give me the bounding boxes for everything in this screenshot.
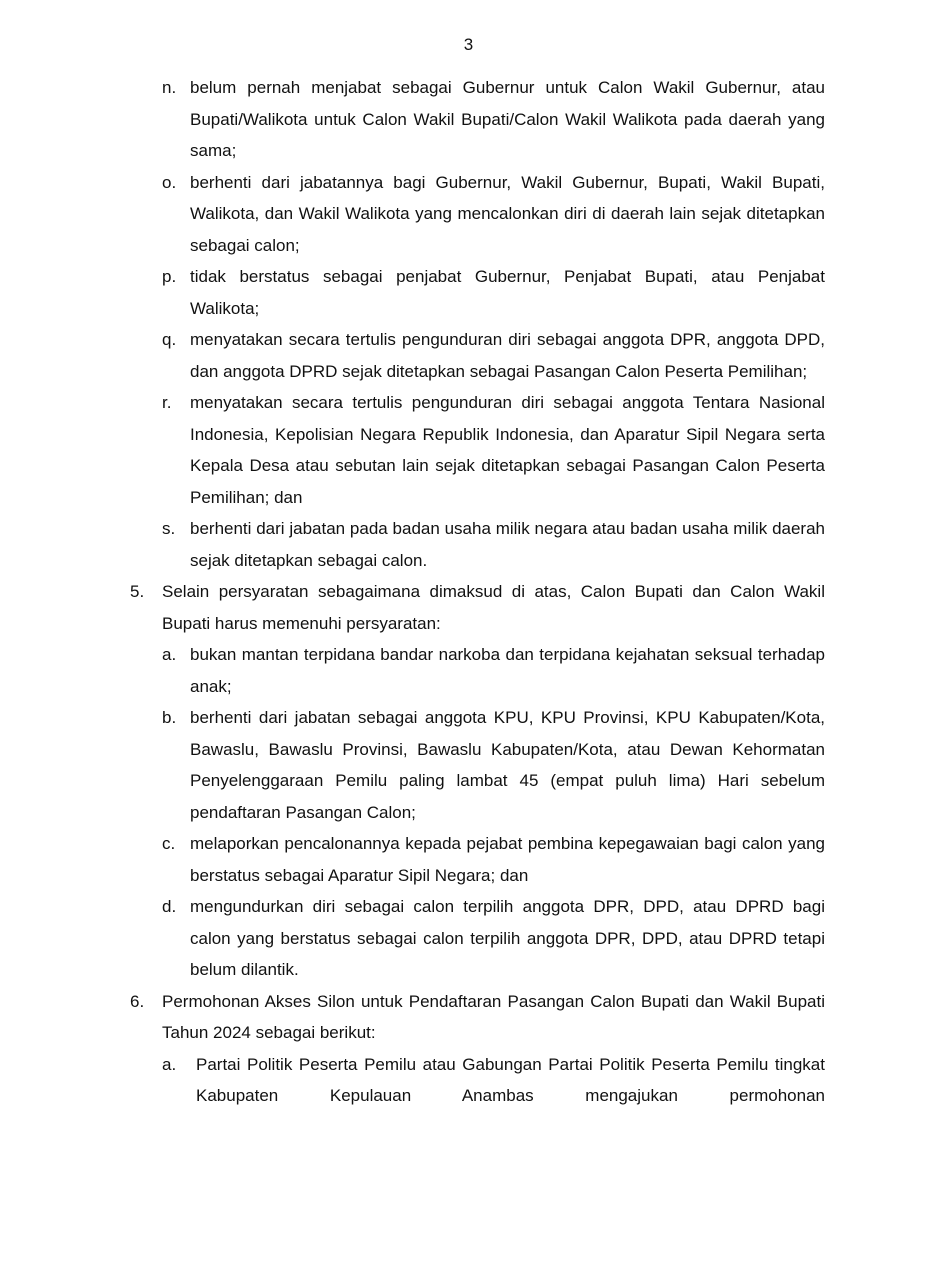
list-item-p [0, 261, 937, 324]
list-marker: o. [162, 172, 177, 192]
list-item-s [0, 513, 937, 576]
list-item-text: tidak berstatus sebagai penjabat Gubernur, Penjabat Bupati, atau Penjabat Walikota; [190, 267, 825, 318]
list-item-text: menyatakan secara tertulis pengunduran diri sebagai anggota Tentara Nasional Indonesia, Kepolisian Negara Republik Indonesia, dan Aparatur Sipil Negara serta Kepala Desa atau sebutan lain sejak ditetapkan sebagai Pasangan Calon Peserta Pemilihan; dan [190, 393, 825, 507]
list-item-text: Selain persyaratan sebagaimana dimaksud di atas, Calon Bupati dan Calon Wakil Bupati harus memenuhi persyaratan: [162, 582, 825, 633]
list-item-text: melaporkan pencalonannya kepada pejabat pembina kepegawaian bagi calon yang berstatus sebagai Aparatur Sipil Negara; dan [190, 834, 825, 885]
list-item-n [0, 72, 937, 167]
list-item-text: belum pernah menjabat sebagai Gubernur untuk Calon Wakil Gubernur, atau Bupati/Walikota untuk Calon Wakil Bupati/Calon Wakil Walikota pada daerah yang sama; [190, 78, 825, 160]
list-item-text: Partai Politik Peserta Pemilu atau Gabungan Partai Politik Peserta Pemilu tingkat Kabupaten Kepulauan Anambas mengajukan permohonan [196, 1054, 825, 1105]
list-item-5b [0, 702, 937, 828]
list-item-text: berhenti dari jabatan sebagai anggota KPU, KPU Provinsi, KPU Kabupaten/Kota, Bawaslu, Bawaslu Provinsi, Bawaslu Kabupaten/Kota, atau Dewan Kehormatan Penyelenggaraan Pemilu paling lambat 45 (empat puluh lima) Hari sebelum pendaftaran Pasangan Calon; [190, 708, 825, 822]
list-item-text: mengundurkan diri sebagai calon terpilih anggota DPR, DPD, atau DPRD bagi calon yang berstatus sebagai calon terpilih anggota DPR, DPD, atau DPRD tetapi belum dilantik. [190, 897, 825, 979]
list-marker: n. [162, 78, 177, 97]
list-item-5c [0, 828, 937, 891]
list-marker: p. [162, 267, 177, 286]
list-item-text: menyatakan secara tertulis pengunduran diri sebagai anggota DPR, anggota DPD, dan anggota DPRD sejak ditetapkan sebagai Pasangan Calon Peserta Pemilihan; [190, 330, 825, 381]
list-marker: r. [162, 393, 172, 412]
list-marker: 5. [130, 582, 145, 601]
list-marker: c. [162, 834, 176, 853]
numbered-item-5 [0, 576, 937, 639]
list-marker: a. [162, 1054, 177, 1074]
list-marker: a. [162, 645, 177, 664]
list-item-o [0, 167, 937, 262]
list-item-6a [0, 1049, 937, 1112]
list-item-5d [0, 891, 937, 986]
page-number: 3 [463, 35, 474, 54]
list-marker: b. [162, 708, 177, 727]
list-marker: s. [162, 519, 176, 538]
document-body [0, 72, 937, 1112]
list-item-r [0, 387, 937, 513]
list-item-5a [0, 639, 937, 702]
list-item-text: Permohonan Akses Silon untuk Pendaftaran Pasangan Calon Bupati dan Wakil Bupati Tahun 2024 sebagai berikut: [162, 991, 825, 1042]
list-marker: q. [162, 330, 177, 349]
list-marker: 6. [130, 991, 145, 1011]
numbered-item-6 [0, 986, 937, 1049]
list-item-text: bukan mantan terpidana bandar narkoba dan terpidana kejahatan seksual terhadap anak; [190, 645, 825, 696]
list-marker: d. [162, 897, 177, 916]
list-item-text: berhenti dari jabatannya bagi Gubernur, Wakil Gubernur, Bupati, Wakil Bupati, Walikota, dan Wakil Walikota yang mencalonkan diri di daerah lain sejak ditetapkan sebagai calon; [190, 172, 825, 255]
list-item-text: berhenti dari jabatan pada badan usaha milik negara atau badan usaha milik daerah sejak ditetapkan sebagai calon. [190, 519, 825, 570]
list-item-q [0, 324, 937, 387]
